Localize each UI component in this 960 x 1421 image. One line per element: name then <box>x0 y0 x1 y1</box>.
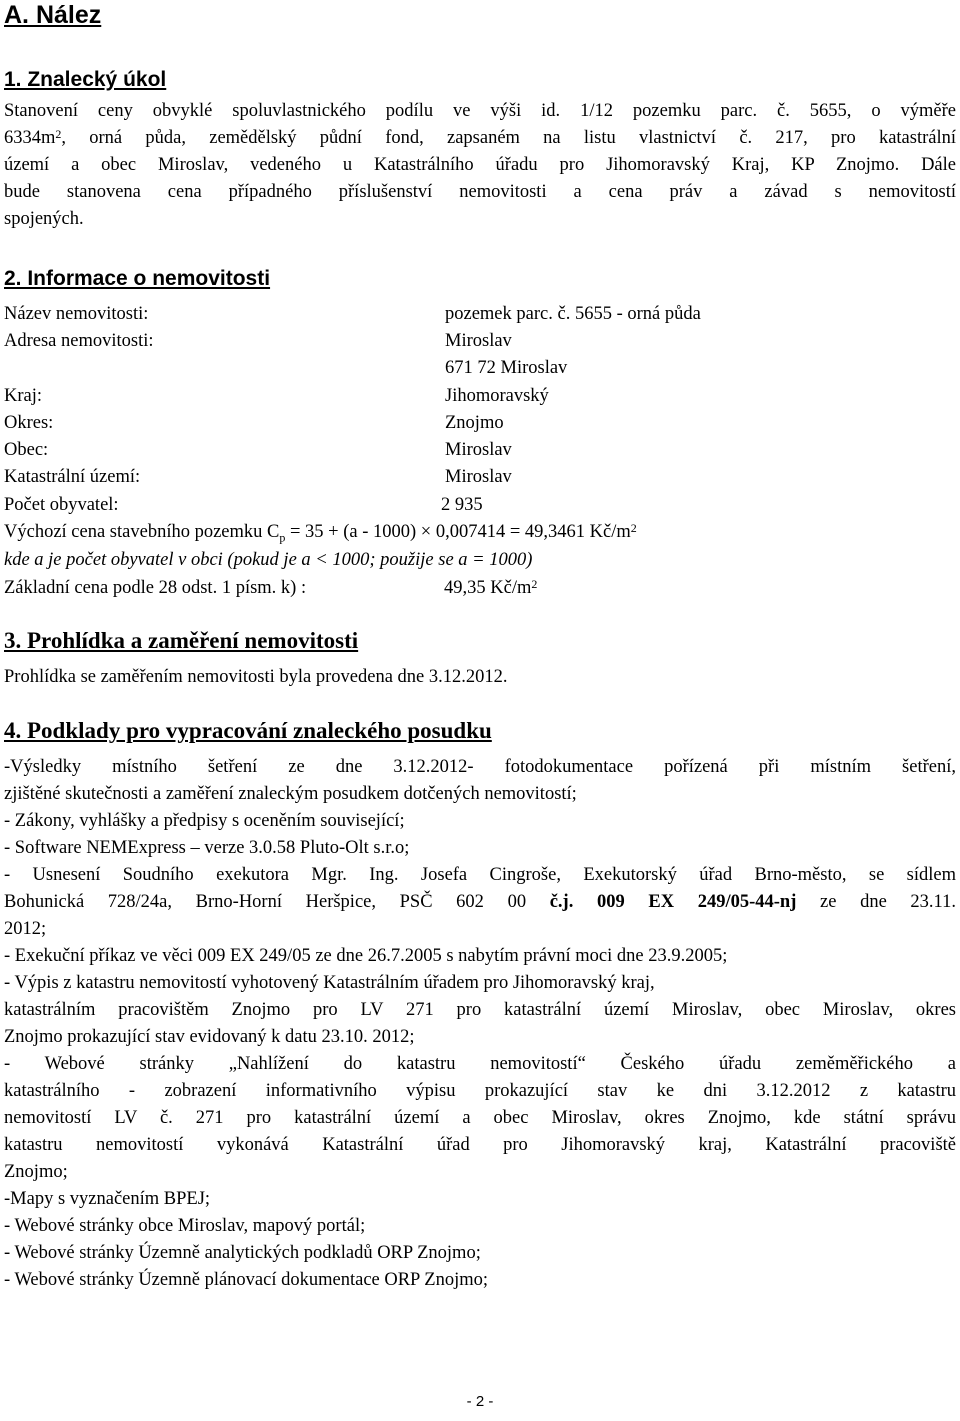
sources-line: - Webové stránky Územně analytických podkladů ORP Znojmo; <box>4 1243 481 1263</box>
sources-line: nemovitostí LV č. 271 pro katastrální území a obec Miroslav, okres Znojmo, kde státní správu <box>4 1108 956 1128</box>
row-value: Miroslav <box>445 331 512 351</box>
sources-list <box>4 754 956 1294</box>
sources-line: Znojmo; <box>4 1162 68 1182</box>
sources-line: -Výsledky místního šetření ze dne 3.12.2012- fotodokumentace pořízená při místním šetření, <box>4 757 956 777</box>
row-label: Kraj: <box>4 386 43 406</box>
section-1-title: 1. Znalecký úkol <box>4 68 167 91</box>
sources-line: zjištěné skutečnosti a zaměření znaleckým posudkem dotčených nemovitostí; <box>4 784 577 804</box>
base-price-value: 49,35 $Kč/m^2$ <box>444 577 538 598</box>
sources-line: - Zákony, vyhlášky a předpisy s oceněním související; <box>4 811 405 831</box>
page-number: - 2 - <box>466 1393 494 1410</box>
row-value: Znojmo <box>445 413 504 433</box>
row-value: pozemek parc. č. 5655 - orná půda <box>445 304 701 324</box>
sources-line: -Mapy s vyznačením BPEJ; <box>4 1189 211 1209</box>
row-value: Jihomoravský <box>445 386 549 406</box>
section-2-title: 2. Informace o nemovitosti <box>4 267 271 290</box>
sources-line: katastrálním pracovištěm Znojmo pro LV 271 pro katastrální území Miroslav, obec Miroslav, okres <box>4 1000 956 1020</box>
row-label: Název nemovitosti: <box>4 304 149 324</box>
sources-line: - Výpis z katastru nemovitostí vyhotovený Katastrálním úřadem pro Jihomoravský kraj, <box>4 973 655 993</box>
section-4-title: 4. Podklady pro vypracování znaleckého posudku <box>4 718 492 743</box>
section-3-title: 3. Prohlídka a zaměření nemovitosti <box>4 628 359 653</box>
sources-line: - Exekuční příkaz ve věci 009 EX 249/05 ze dne 26.7.2005 s nabytím právní moci dne 23.9.2005; <box>4 946 728 966</box>
section-1-line-2: $6334m^2$, orná půda, zemědělský půdní fond, zapsaném na listu vlastnictví č. 217, pro katastrální <box>4 127 956 148</box>
sources-line: - Webové stránky Územně plánovací dokumentace ORP Znojmo; <box>4 1270 489 1290</box>
formula-note: kde a je počet obyvatel v obci (pokud je a < 1000; použije se a = 1000) <box>4 550 533 570</box>
section-a-title: A. Nález <box>4 1 102 29</box>
sources-line: - Webové stránky „Nahlížení do katastru nemovitostí“ Českého úřadu zeměměřického a <box>4 1054 956 1074</box>
base-price-label: Základní cena podle 28 odst. 1 písm. k) : <box>4 578 307 598</box>
sources-line: Znojmo prokazující stav evidovaný k datu 23.10. 2012; <box>4 1027 415 1047</box>
row-label: Adresa nemovitosti: <box>4 331 154 351</box>
section-1-text <box>4 98 956 233</box>
sources-line: - Software NEMExpress – verze 3.0.58 Pluto-Olt s.r.o; <box>4 838 410 858</box>
row-value: Miroslav <box>445 467 512 487</box>
sources-line: katastrálního - zobrazení informativního výpisu prokazující stav ke dni 3.12.2012 z katastru <box>4 1081 956 1101</box>
section-1-line-4: bude stanovena cena případného příslušenství nemovitosti a cena práv a závad s nemovitostí <box>4 182 956 202</box>
row-label: Obec: <box>4 440 49 460</box>
formula-line: Výchozí cena stavebního pozemku $C_p = 35 + (a - 1000) \times 0,007414 = 49,3461$ $Kč/m^2$ <box>4 521 637 545</box>
sources-line: - Webové stránky obce Miroslav, mapový portál; <box>4 1216 366 1236</box>
section-1-line-3: území a obec Miroslav, vedeného u Katastrálního úřadu pro Jihomoravský Kraj, KP Znojmo. Dále <box>4 155 956 175</box>
section-3-text: Prohlídka se zaměřením nemovitosti byla provedena dne 3.12.2012. <box>4 667 508 687</box>
row-value: 671 72 Miroslav <box>445 358 568 378</box>
section-1-line-5: spojených. <box>4 209 84 229</box>
row-value: 2 935 <box>441 495 483 515</box>
row-label: Katastrální území: <box>4 467 141 487</box>
row-label: Počet obyvatel: <box>4 495 119 515</box>
row-value: Miroslav <box>445 440 512 460</box>
sources-line: - Usnesení Soudního exekutora Mgr. Ing. Josefa Cingroše, Exekutorský úřad Brno-město, se sídlem <box>4 865 956 885</box>
section-1-line-1: Stanovení ceny obvyklé spoluvlastnického podílu ve výši id. 1/12 pozemku parc. č. 5655, o výměře <box>4 101 956 121</box>
row-label: Okres: <box>4 413 54 433</box>
sources-line: Bohunická 728/24a, Brno-Horní Heršpice, PSČ 602 00 č.j. 009 EX 249/05-44-nj ze dne 23.11. <box>4 892 956 912</box>
sources-line: 2012; <box>4 919 47 939</box>
sources-line: katastru nemovitostí vykonává Katastrální úřad pro Jihomoravský kraj, Katastrální pracoviště <box>4 1135 956 1155</box>
